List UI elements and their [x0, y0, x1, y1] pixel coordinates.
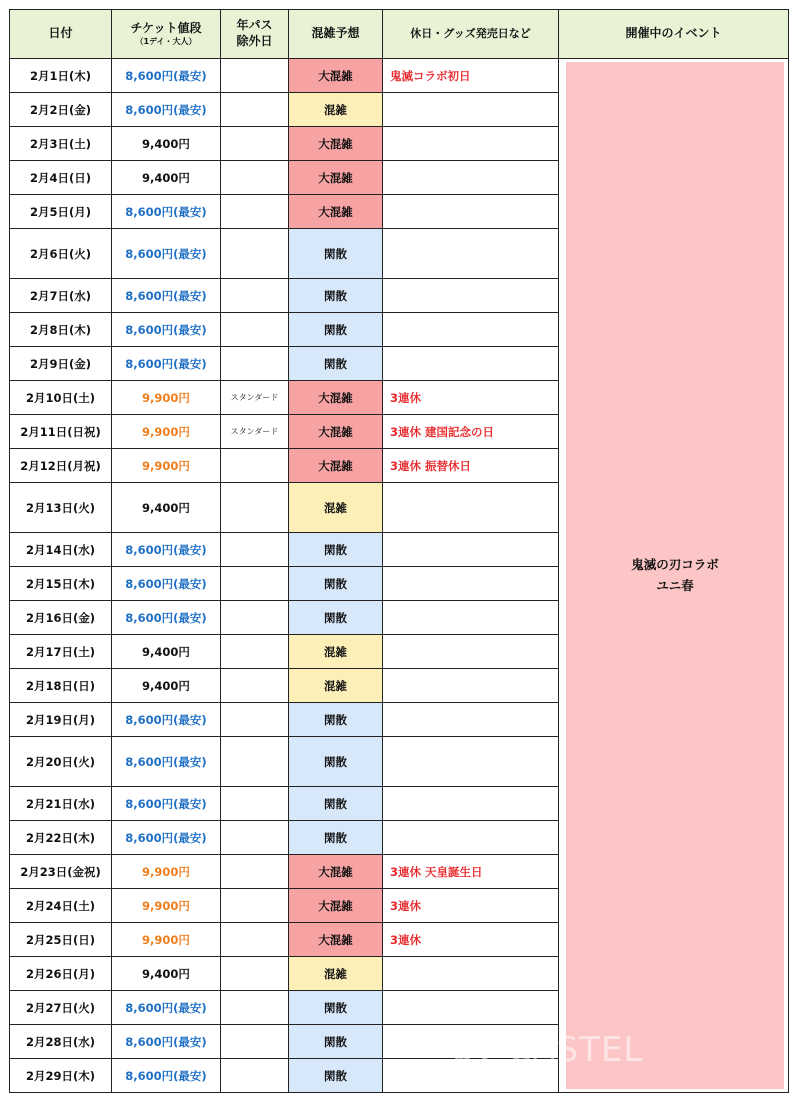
date-cell: 2月16日(金) — [10, 601, 112, 635]
price-cell: 9,900円 — [112, 923, 221, 957]
note-cell: 3連休 振替休日 — [383, 449, 559, 483]
date-cell: 2月20日(火) — [10, 737, 112, 787]
note-cell: 3連休 — [383, 923, 559, 957]
price-cell: 9,400円 — [112, 669, 221, 703]
crowd-cell: 大混雑 — [289, 449, 383, 483]
note-cell — [383, 93, 559, 127]
crowd-cell: 大混雑 — [289, 381, 383, 415]
crowd-cell: 混雑 — [289, 93, 383, 127]
date-cell: 2月6日(火) — [10, 229, 112, 279]
note-cell — [383, 991, 559, 1025]
crowd-cell: 閑散 — [289, 279, 383, 313]
pass-excluded-cell — [221, 991, 289, 1025]
price-cell: 8,600円(最安) — [112, 59, 221, 93]
date-cell: 2月8日(木) — [10, 313, 112, 347]
pass-excluded-cell: スタンダード — [221, 381, 289, 415]
price-cell: 8,600円(最安) — [112, 533, 221, 567]
note-cell — [383, 347, 559, 381]
crowd-cell: 大混雑 — [289, 923, 383, 957]
header-row — [10, 10, 789, 59]
note-cell — [383, 737, 559, 787]
date-cell: 2月25日(日) — [10, 923, 112, 957]
pass-excluded-cell: スタンダード — [221, 415, 289, 449]
crowd-cell: 閑散 — [289, 1025, 383, 1059]
pass-excluded-cell — [221, 601, 289, 635]
date-cell: 2月22日(木) — [10, 821, 112, 855]
price-cell: 9,400円 — [112, 483, 221, 533]
price-cell: 8,600円(最安) — [112, 229, 221, 279]
note-cell — [383, 483, 559, 533]
date-cell: 2月21日(水) — [10, 787, 112, 821]
crowd-cell: 混雑 — [289, 483, 383, 533]
note-cell — [383, 279, 559, 313]
price-cell: 9,900円 — [112, 855, 221, 889]
event-subtitle: ユニ春 — [656, 577, 694, 593]
header-notes: 休日・グッズ発売日など — [383, 10, 559, 59]
note-cell — [383, 161, 559, 195]
pass-excluded-cell — [221, 821, 289, 855]
price-cell: 9,400円 — [112, 635, 221, 669]
note-cell: 3連休 天皇誕生日 — [383, 855, 559, 889]
price-cell: 8,600円(最安) — [112, 567, 221, 601]
event-box — [566, 62, 784, 1089]
note-cell — [383, 669, 559, 703]
pass-excluded-cell — [221, 669, 289, 703]
price-cell: 8,600円(最安) — [112, 1025, 221, 1059]
date-cell: 2月15日(木) — [10, 567, 112, 601]
date-cell: 2月9日(金) — [10, 347, 112, 381]
note-cell — [383, 787, 559, 821]
pass-excluded-cell — [221, 59, 289, 93]
price-cell: 9,900円 — [112, 381, 221, 415]
note-cell — [383, 567, 559, 601]
pass-excluded-cell — [221, 229, 289, 279]
note-cell — [383, 635, 559, 669]
price-cell: 9,400円 — [112, 161, 221, 195]
pass-excluded-cell — [221, 635, 289, 669]
price-cell: 8,600円(最安) — [112, 279, 221, 313]
crowd-cell: 大混雑 — [289, 59, 383, 93]
crowd-cell: 閑散 — [289, 229, 383, 279]
crowd-cell: 大混雑 — [289, 195, 383, 229]
pass-excluded-cell — [221, 347, 289, 381]
pass-excluded-cell — [221, 923, 289, 957]
date-cell: 2月2日(金) — [10, 93, 112, 127]
date-cell: 2月18日(日) — [10, 669, 112, 703]
price-cell: 8,600円(最安) — [112, 93, 221, 127]
crowd-cell: 閑散 — [289, 737, 383, 787]
pass-excluded-cell — [221, 195, 289, 229]
pass-excluded-cell — [221, 313, 289, 347]
date-cell: 2月27日(火) — [10, 991, 112, 1025]
pass-excluded-cell — [221, 1025, 289, 1059]
note-cell — [383, 533, 559, 567]
header-price-sub: （1デイ・大人） — [135, 36, 197, 46]
pass-excluded-cell — [221, 127, 289, 161]
date-cell: 2月29日(木) — [10, 1059, 112, 1093]
crowd-cell: 閑散 — [289, 1059, 383, 1093]
price-cell: 8,600円(最安) — [112, 787, 221, 821]
price-cell: 9,900円 — [112, 415, 221, 449]
date-cell: 2月5日(月) — [10, 195, 112, 229]
crowd-cell: 閑散 — [289, 567, 383, 601]
date-cell: 2月7日(水) — [10, 279, 112, 313]
date-cell: 2月17日(土) — [10, 635, 112, 669]
note-cell: 鬼滅コラボ初日 — [383, 59, 559, 93]
crowd-cell: 混雑 — [289, 669, 383, 703]
crowd-cell: 大混雑 — [289, 889, 383, 923]
crowd-cell: 閑散 — [289, 313, 383, 347]
price-cell: 9,900円 — [112, 889, 221, 923]
price-cell: 8,600円(最安) — [112, 737, 221, 787]
pass-excluded-cell — [221, 483, 289, 533]
pass-excluded-cell — [221, 957, 289, 991]
price-cell: 8,600円(最安) — [112, 347, 221, 381]
header-crowd: 混雑予想 — [289, 10, 383, 59]
pass-excluded-cell — [221, 889, 289, 923]
header-event: 開催中のイベント — [559, 10, 789, 59]
crowd-cell: 大混雑 — [289, 127, 383, 161]
crowd-cell: 閑散 — [289, 787, 383, 821]
date-cell: 2月19日(月) — [10, 703, 112, 737]
note-cell — [383, 127, 559, 161]
crowd-cell: 大混雑 — [289, 161, 383, 195]
note-cell: 3連休 建国記念の日 — [383, 415, 559, 449]
pass-excluded-cell — [221, 449, 289, 483]
price-cell: 9,400円 — [112, 127, 221, 161]
crowd-cell: 閑散 — [289, 821, 383, 855]
event-cell — [559, 59, 789, 1093]
crowd-cell: 閑散 — [289, 533, 383, 567]
date-cell: 2月1日(木) — [10, 59, 112, 93]
price-cell: 8,600円(最安) — [112, 703, 221, 737]
crowd-calendar-table — [9, 9, 789, 1093]
pass-excluded-cell — [221, 1059, 289, 1093]
date-cell: 2月28日(水) — [10, 1025, 112, 1059]
date-cell: 2月26日(月) — [10, 957, 112, 991]
note-cell — [383, 195, 559, 229]
event-title: 鬼滅の刃コラボ — [631, 556, 719, 572]
note-cell: 3連休 — [383, 381, 559, 415]
pass-excluded-cell — [221, 567, 289, 601]
price-cell: 8,600円(最安) — [112, 991, 221, 1025]
price-cell: 8,600円(最安) — [112, 1059, 221, 1093]
pass-excluded-cell — [221, 787, 289, 821]
pass-excluded-cell — [221, 737, 289, 787]
crowd-cell: 閑散 — [289, 601, 383, 635]
note-cell — [383, 229, 559, 279]
date-cell: 2月11日(日祝) — [10, 415, 112, 449]
crowd-cell: 混雑 — [289, 635, 383, 669]
pass-excluded-cell — [221, 855, 289, 889]
note-cell — [383, 601, 559, 635]
watermark: by CASTEL — [452, 1030, 644, 1070]
note-cell — [383, 957, 559, 991]
crowd-cell: 閑散 — [289, 347, 383, 381]
note-cell — [383, 703, 559, 737]
price-cell: 8,600円(最安) — [112, 313, 221, 347]
note-cell — [383, 821, 559, 855]
pass-excluded-cell — [221, 533, 289, 567]
date-cell: 2月3日(土) — [10, 127, 112, 161]
price-cell: 8,600円(最安) — [112, 195, 221, 229]
pass-excluded-cell — [221, 703, 289, 737]
pass-excluded-cell — [221, 161, 289, 195]
crowd-cell: 閑散 — [289, 703, 383, 737]
price-cell: 9,900円 — [112, 449, 221, 483]
date-cell: 2月14日(水) — [10, 533, 112, 567]
date-cell: 2月23日(金祝) — [10, 855, 112, 889]
note-cell — [383, 313, 559, 347]
date-cell: 2月13日(火) — [10, 483, 112, 533]
date-cell: 2月24日(土) — [10, 889, 112, 923]
price-cell: 8,600円(最安) — [112, 601, 221, 635]
crowd-cell: 閑散 — [289, 991, 383, 1025]
header-date: 日付 — [10, 10, 112, 59]
crowd-cell: 混雑 — [289, 957, 383, 991]
price-cell: 8,600円(最安) — [112, 821, 221, 855]
date-cell: 2月10日(土) — [10, 381, 112, 415]
price-cell: 9,400円 — [112, 957, 221, 991]
date-cell: 2月12日(月祝) — [10, 449, 112, 483]
table-row — [10, 59, 789, 93]
crowd-cell: 大混雑 — [289, 415, 383, 449]
note-cell: 3連休 — [383, 889, 559, 923]
header-pass-excluded: 年パス 除外日 — [221, 10, 289, 59]
header-price: チケット値段 （1デイ・大人） — [112, 10, 221, 59]
crowd-cell: 大混雑 — [289, 855, 383, 889]
date-cell: 2月4日(日) — [10, 161, 112, 195]
pass-excluded-cell — [221, 93, 289, 127]
pass-excluded-cell — [221, 279, 289, 313]
